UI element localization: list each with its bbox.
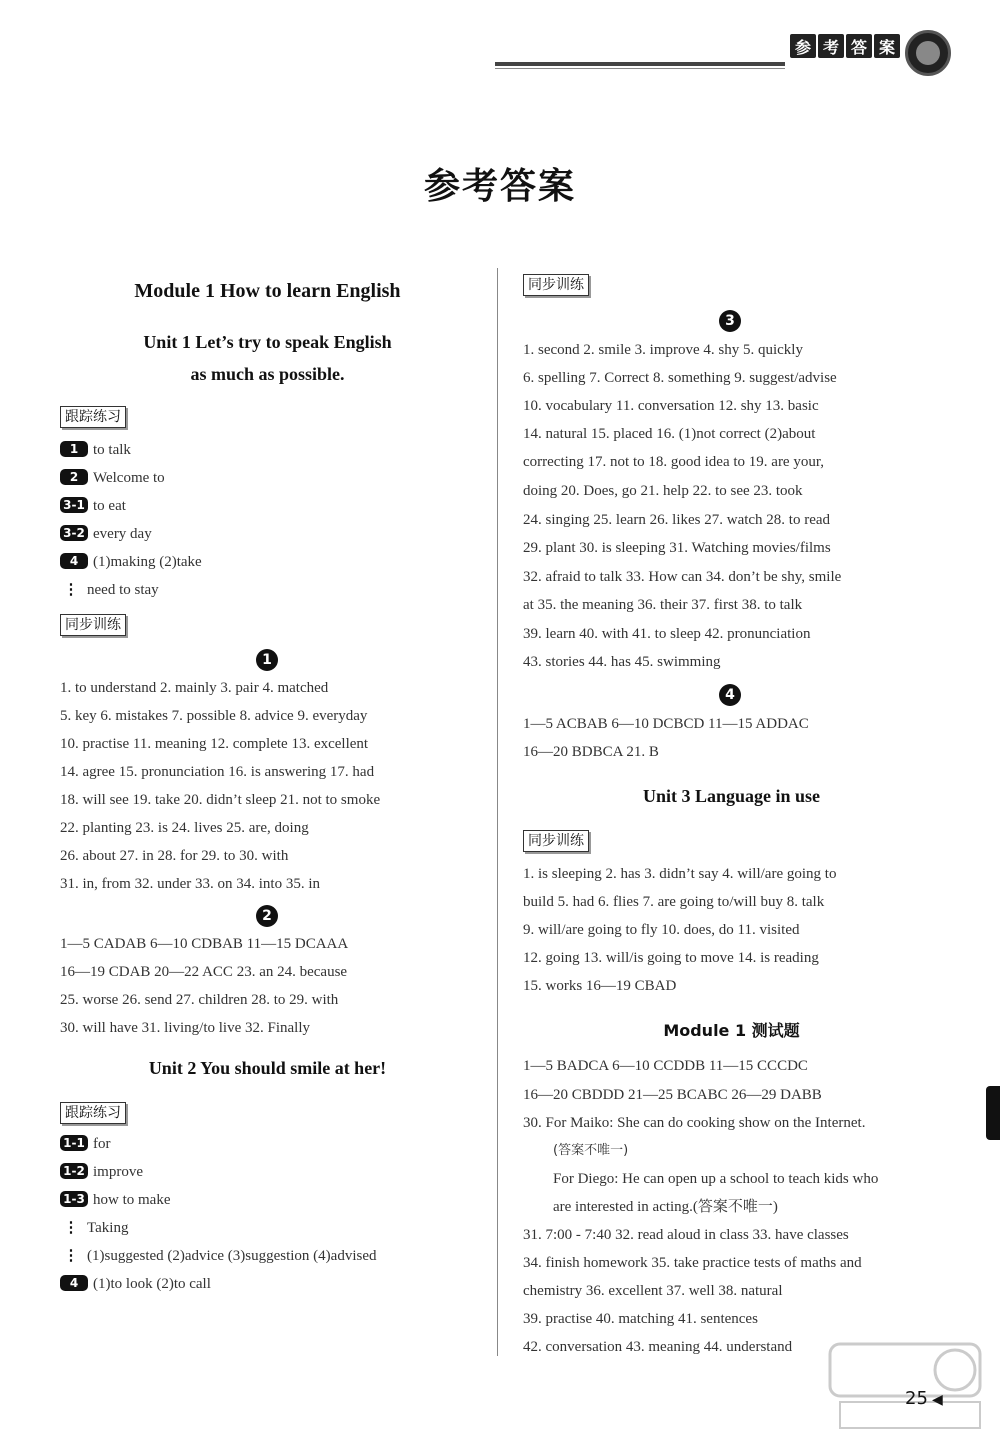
answer-text: Taking — [87, 1220, 129, 1236]
header-rule-thin — [495, 68, 785, 69]
answer-text: need to stay — [87, 582, 159, 598]
column-divider — [497, 268, 498, 1356]
answer-text: (1)making (2)take — [93, 554, 202, 570]
answer-line: 12. going 13. will/is going to move 14. is reading — [523, 950, 819, 966]
continuation-mark: ⋮ — [63, 1248, 79, 1264]
answer-text: to eat — [93, 498, 126, 514]
page-arrow-icon: ◀ — [932, 1393, 943, 1408]
answer-line: 43. stories 44. has 45. swimming — [523, 654, 721, 670]
unit1-title-line2: as much as possible. — [190, 364, 345, 384]
answer-line — [60, 1162, 143, 1182]
item-tag: 1-3 — [60, 1191, 88, 1207]
unit1-title-line1: Unit 1 Let’s try to speak English — [143, 332, 392, 352]
answer-line: 24. singing 25. learn 26. likes 27. watch 28. to read — [523, 512, 831, 528]
answer-line: correcting 17. not to 18. good idea to 19. are your, — [523, 454, 824, 470]
answer-line — [60, 552, 202, 572]
page-title: 参考答案 — [423, 166, 576, 207]
item-tag: 2 — [60, 469, 88, 485]
answer-line: 1. second 2. smile 3. improve 4. shy 5. quickly — [523, 342, 803, 358]
header-badge-char: 参 — [790, 34, 816, 58]
item-tag: 1 — [60, 441, 88, 457]
answer-line — [60, 440, 131, 460]
answer-line — [60, 580, 159, 600]
watermark-logo — [820, 1336, 990, 1436]
answer-text: Welcome to — [93, 470, 165, 486]
unit2-title: Unit 2 You should smile at her! — [148, 1058, 387, 1078]
answer-line: 30. For Maiko: She can do cooking show on the Internet. — [523, 1115, 866, 1131]
answer-line: 29. plant 30. is sleeping 31. Watching movies/films — [523, 540, 831, 556]
answer-line: 9. will/are going to fly 10. does, do 11. visited — [523, 922, 800, 938]
answer-line: 1—5 CADAB 6—10 CDBAB 11—15 DCAAA — [60, 936, 349, 952]
header-badges — [790, 34, 900, 58]
answer-line — [60, 1274, 211, 1294]
answer-line: 34. finish homework 35. take practice tests of maths and — [523, 1255, 862, 1271]
answer-text: improve — [93, 1164, 143, 1180]
answer-line: 1—5 ACBAB 6—10 DCBCD 11—15 ADDAC — [523, 716, 809, 732]
answer-line — [60, 496, 126, 516]
answer-line: 16—20 CBDDD 21—25 BCABC 26—29 DABB — [523, 1087, 822, 1103]
answer-line — [60, 1246, 377, 1266]
answer-line: 10. practise 11. meaning 12. complete 13. excellent — [60, 736, 369, 752]
answer-line: 16—20 BDBCA 21. B — [523, 744, 659, 760]
answer-line: 31. 7:00 - 7:40 32. read aloud in class 33. have classes — [523, 1227, 849, 1243]
item-tag: 3-1 — [60, 497, 88, 513]
answer-line: 22. planting 23. is 24. lives 25. are, doing — [60, 820, 309, 836]
answer-line: 1—5 BADCA 6—10 CCDDB 11—15 CCCDC — [523, 1058, 808, 1074]
item-tag: 1-1 — [60, 1135, 88, 1151]
answer-line: 10. vocabulary 11. conversation 12. shy 13. basic — [523, 398, 819, 414]
answer-line — [60, 468, 165, 488]
answer-line: 31. in, from 32. under 33. on 34. into 35. in — [60, 876, 320, 892]
answer-text: (1)to look (2)to call — [93, 1276, 211, 1292]
answer-line: doing 20. Does, go 21. help 22. to see 23. took — [523, 483, 803, 499]
answer-line: 14. agree 15. pronunciation 16. is answering 17. had — [60, 764, 375, 780]
section-label-tongbu: 同步训练 — [523, 274, 589, 296]
answer-line: build 5. had 6. flies 7. are going to/will buy 8. talk — [523, 894, 825, 910]
answer-line: 15. works 16—19 CBAD — [523, 978, 677, 994]
answer-line: (答案不唯一) — [553, 1143, 629, 1158]
answer-text: every day — [93, 526, 152, 542]
item-tag: 1-2 — [60, 1163, 88, 1179]
header-badge-char: 考 — [818, 34, 844, 58]
answer-text: how to make — [93, 1192, 171, 1208]
answer-line — [60, 1190, 170, 1210]
page-number: 25 — [905, 1388, 928, 1409]
answer-line: 14. natural 15. placed 16. (1)not correct (2)about — [523, 426, 816, 442]
answer-line: 18. will see 19. take 20. didn’t sleep 21. not to smoke — [60, 792, 381, 808]
section-number-badge: 3 — [719, 310, 741, 332]
answer-line: 32. afraid to talk 33. How can 34. don’t be shy, smile — [523, 569, 842, 585]
header-emblem-icon — [905, 30, 951, 76]
answer-line — [60, 1218, 128, 1238]
continuation-mark: ⋮ — [63, 582, 79, 598]
section-number-badge: 1 — [256, 649, 278, 671]
answer-text: for — [93, 1136, 111, 1152]
answer-line: 25. worse 26. send 27. children 28. to 29. with — [60, 992, 339, 1008]
section-label-tongbu: 同步训练 — [523, 830, 589, 852]
module-title: Module 1 How to learn English — [134, 280, 401, 302]
header-badge-char: 答 — [846, 34, 872, 58]
item-tag: 4 — [60, 553, 88, 569]
answer-line: at 35. the meaning 36. their 37. first 38. to talk — [523, 597, 803, 613]
header-badge-char: 案 — [874, 34, 900, 58]
answer-line: 39. practise 40. matching 41. sentences — [523, 1311, 758, 1327]
answer-line: 30. will have 31. living/to live 32. Finally — [60, 1020, 310, 1036]
answer-line: chemistry 36. excellent 37. well 38. natural — [523, 1283, 783, 1299]
answer-line: 16—19 CDAB 20—22 ACC 23. an 24. because — [60, 964, 348, 980]
answer-line — [60, 524, 152, 544]
answer-text: to talk — [93, 442, 131, 458]
section-number-badge: 4 — [719, 684, 741, 706]
answer-line: For Diego: He can open up a school to teach kids who — [553, 1171, 879, 1187]
answer-line: 1. is sleeping 2. has 3. didn’t say 4. will/are going to — [523, 866, 837, 882]
side-tab-marker — [986, 1086, 1000, 1140]
item-tag: 4 — [60, 1275, 88, 1291]
section-label-genzong: 跟踪练习 — [60, 406, 126, 428]
section-number-badge: 2 — [256, 905, 278, 927]
section-label-genzong: 跟踪练习 — [60, 1102, 126, 1124]
answer-line: are interested in acting.(答案不唯一) — [553, 1199, 778, 1215]
answer-line — [60, 1134, 111, 1154]
test-title: Module 1 测试题 — [663, 1021, 800, 1040]
item-tag: 3-2 — [60, 525, 88, 541]
answer-line: 26. about 27. in 28. for 29. to 30. with — [60, 848, 289, 864]
section-label-tongbu: 同步训练 — [60, 614, 126, 636]
continuation-mark: ⋮ — [63, 1220, 79, 1236]
answer-line: 5. key 6. mistakes 7. possible 8. advice 9. everyday — [60, 708, 368, 724]
answer-text: (1)suggested (2)advice (3)suggestion (4)advised — [87, 1248, 377, 1264]
answer-line: 42. conversation 43. meaning 44. understand — [523, 1339, 793, 1355]
answer-line: 39. learn 40. with 41. to sleep 42. pronunciation — [523, 626, 811, 642]
answer-line: 6. spelling 7. Correct 8. something 9. suggest/advise — [523, 370, 837, 386]
header-rule — [495, 62, 785, 66]
unit3-title: Unit 3 Language in use — [642, 786, 821, 806]
answer-line: 1. to understand 2. mainly 3. pair 4. matched — [60, 680, 329, 696]
